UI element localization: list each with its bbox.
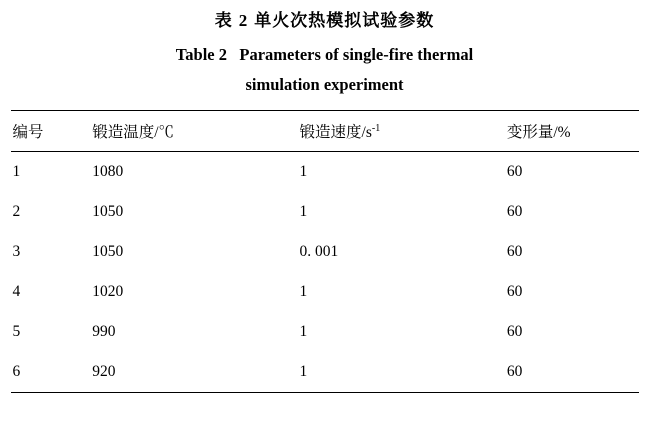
caption-chinese-label: 表	[214, 11, 233, 30]
cell-temperature: 920	[92, 363, 116, 380]
cell-id: 3	[12, 243, 21, 260]
table-row	[11, 352, 639, 393]
cell-deformation: 60	[506, 283, 523, 300]
cell-deformation: 60	[506, 323, 523, 340]
parameters-table	[11, 110, 639, 393]
table-row	[11, 272, 639, 312]
cell-id: 1	[12, 163, 21, 180]
cell-id: 5	[12, 323, 21, 340]
table-row	[11, 232, 639, 272]
column-header-speed	[300, 111, 507, 152]
cell-temperature: 1080	[92, 163, 124, 180]
cell-speed: 1	[299, 283, 308, 300]
cell-deformation: 60	[506, 163, 523, 180]
column-header-speed-text: 锻造速度/s	[299, 124, 372, 141]
table-row	[11, 152, 639, 193]
cell-speed: 1	[299, 203, 308, 220]
table-row	[11, 192, 639, 232]
cell-deformation: 60	[506, 363, 523, 380]
cell-id: 2	[12, 203, 21, 220]
column-header-deformation: 变形量/%	[506, 124, 571, 141]
cell-deformation: 60	[506, 203, 523, 220]
caption-chinese	[10, 8, 639, 34]
column-header-speed-exponent: -1	[371, 122, 381, 134]
cell-id: 4	[12, 283, 21, 300]
caption-chinese-number: 2	[238, 11, 249, 30]
cell-deformation: 60	[506, 243, 523, 260]
cell-speed: 1	[299, 323, 308, 340]
cell-speed: 1	[299, 163, 308, 180]
table-body	[11, 152, 639, 393]
table-header-row	[11, 111, 639, 152]
cell-id: 6	[12, 363, 21, 380]
cell-speed: 1	[299, 363, 308, 380]
caption-english-line1: Table 2 Parameters of single-fire thermal	[175, 45, 474, 64]
table-header	[11, 111, 639, 152]
caption-english	[10, 40, 639, 100]
cell-temperature: 990	[92, 323, 116, 340]
caption-chinese-title: 单火次热模拟试验参数	[254, 11, 435, 30]
cell-temperature: 1020	[92, 283, 124, 300]
table-figure-page	[0, 8, 649, 440]
caption-english-line2: simulation experiment	[245, 75, 404, 94]
column-header-temperature: 锻造温度/℃	[92, 124, 175, 141]
table-row	[11, 312, 639, 352]
cell-speed: 0. 001	[299, 243, 339, 260]
cell-temperature: 1050	[92, 203, 124, 220]
column-header-id: 编号	[12, 124, 44, 141]
cell-temperature: 1050	[92, 243, 124, 260]
